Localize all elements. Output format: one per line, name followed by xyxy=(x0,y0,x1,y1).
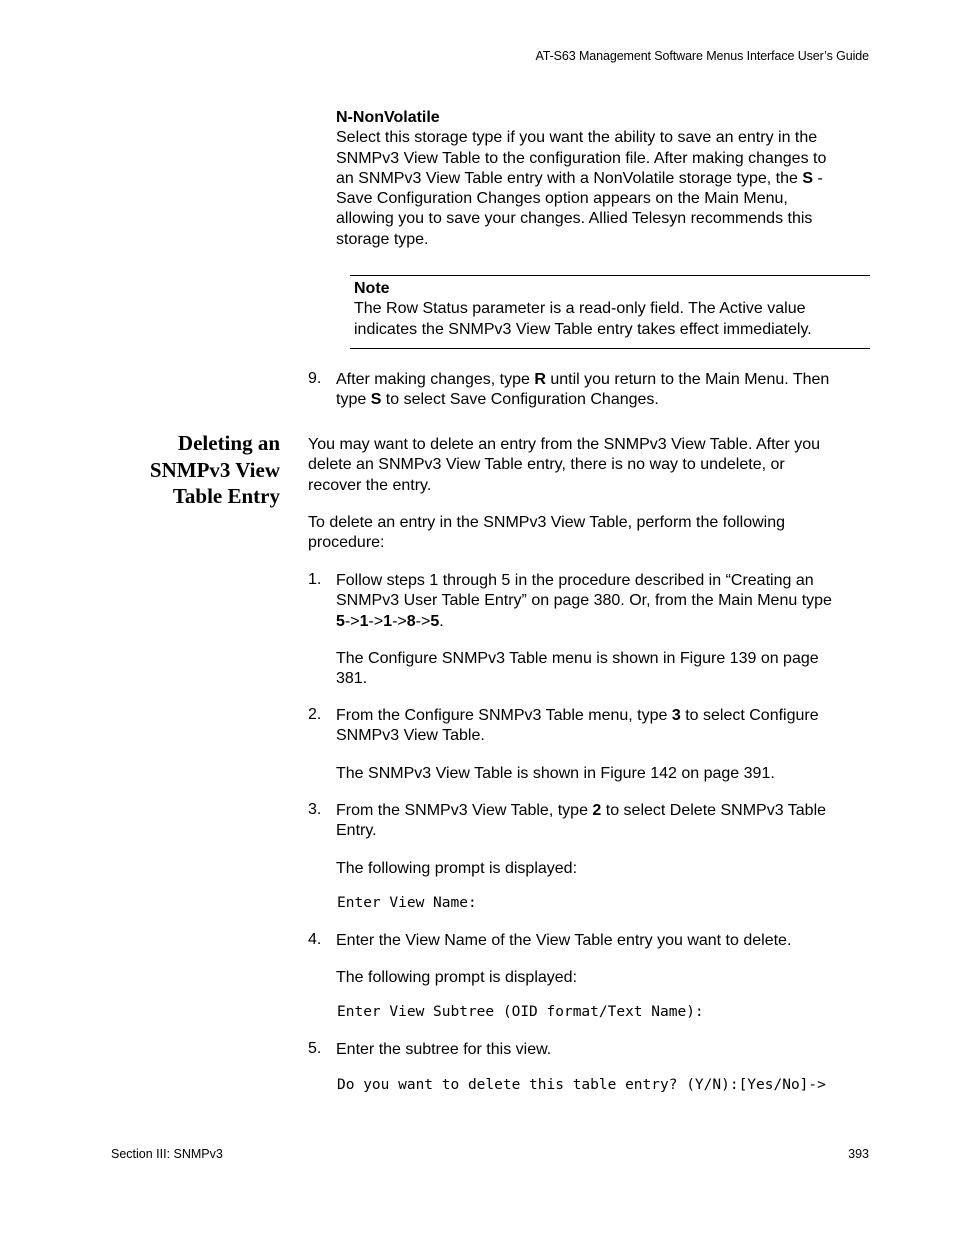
text-span: - xyxy=(813,169,823,187)
path-arrow: -> xyxy=(415,612,431,630)
text-span: to select Delete SNMPv3 Table xyxy=(601,802,827,819)
path-arrow: -> xyxy=(344,612,360,630)
text-span: From the Configure SNMPv3 Table menu, type xyxy=(336,707,672,724)
step-3-line-1 xyxy=(336,801,876,821)
page-number: 393 xyxy=(848,1147,869,1161)
procedure-intro xyxy=(308,513,878,554)
bold-key: S xyxy=(370,391,382,409)
text-span: to select Save Configuration Changes. xyxy=(381,391,659,409)
step-3-prompt-label: The following prompt is displayed: xyxy=(336,860,578,877)
step-1-result-line-2: 381. xyxy=(336,670,368,688)
step-5-text: Enter the subtree for this view. xyxy=(336,1041,552,1058)
bold-key: R xyxy=(534,371,546,388)
section-intro xyxy=(308,435,878,496)
menu-path xyxy=(336,612,876,632)
step-1-line-1: Follow steps 1 through 5 in the procedure described in “Creating an xyxy=(336,572,814,589)
step-1-text xyxy=(336,571,876,632)
text-span: an SNMPv3 View Table entry with a NonVolatile storage type, the xyxy=(336,169,803,187)
prompt-delete-confirm: Do you want to delete this table entry? (Y/N):[Yes/No]-> xyxy=(337,1077,826,1093)
step-2-result: The SNMPv3 View Table is shown in Figure 142 on page 391. xyxy=(336,765,775,782)
intro-line-1: You may want to delete an entry from the SNMPv3 View Table. After you xyxy=(308,436,820,453)
step-3-line-2: Entry. xyxy=(336,822,377,840)
path-period: . xyxy=(439,612,444,630)
text-span: type xyxy=(336,391,371,409)
step-2-number: 2. xyxy=(308,706,322,723)
step-9-line-2 xyxy=(336,390,876,410)
step-1-number: 1. xyxy=(308,571,322,588)
note-title: Note xyxy=(354,280,390,297)
section-title-line-2: SNMPv3 View xyxy=(149,457,280,482)
step-1-result xyxy=(336,649,876,690)
note-top-rule xyxy=(350,275,870,276)
step-3-number: 3. xyxy=(308,801,322,818)
step-2-text xyxy=(336,706,876,747)
step-4-number: 4. xyxy=(308,931,322,948)
nonvolatile-line-5: allowing you to save your changes. Allied Telesyn recommends this xyxy=(336,210,813,228)
path-key: 5 xyxy=(430,612,440,630)
step-4-prompt-label: The following prompt is displayed: xyxy=(336,969,578,986)
step-9-text xyxy=(336,370,876,411)
note-bottom-rule xyxy=(350,348,870,349)
path-key: 8 xyxy=(406,612,416,630)
intro-line-3: recover the entry. xyxy=(308,476,432,494)
path-arrow: -> xyxy=(392,612,407,630)
section-title-line-1: Deleting an xyxy=(177,431,280,455)
step-4-text: Enter the View Name of the View Table entry you want to delete. xyxy=(336,932,792,949)
nonvolatile-line-2: SNMPv3 View Table to the configuration file. After making changes to xyxy=(336,149,827,167)
step-5-number: 5. xyxy=(308,1040,322,1057)
text-span: After making changes, type xyxy=(336,371,535,388)
nonvolatile-line-6: storage type. xyxy=(336,230,429,248)
step-1-line-2: SNMPv3 User Table Entry” on page 380. Or, from the Main Menu type xyxy=(336,592,832,610)
procedure-line-2: procedure: xyxy=(308,534,385,552)
step-1-result-line-1: The Configure SNMPv3 Table menu is shown in Figure 139 on page xyxy=(336,650,819,667)
text-span: to select Configure xyxy=(680,707,819,724)
nonvolatile-line-1: Select this storage type if you want the ability to save an entry in the xyxy=(336,129,818,147)
nonvolatile-heading: N-NonVolatile xyxy=(336,109,440,126)
note-line-2: indicates the SNMPv3 View Table entry takes effect immediately. xyxy=(354,320,812,338)
path-arrow: -> xyxy=(368,612,384,630)
section-title xyxy=(100,430,280,510)
intro-line-2: delete an SNMPv3 View Table entry, there is no way to undelete, or xyxy=(308,456,785,474)
note-box xyxy=(354,279,869,340)
path-key: 1 xyxy=(359,612,369,630)
bold-key: S xyxy=(802,169,814,187)
bold-key: 2 xyxy=(592,802,602,819)
nonvolatile-line-3 xyxy=(336,169,876,189)
step-2-line-1 xyxy=(336,706,876,726)
text-span: until you return to the Main Menu. Then xyxy=(545,371,830,388)
running-header: AT-S63 Management Software Menus Interface User’s Guide xyxy=(535,49,869,63)
bold-key: 3 xyxy=(671,707,681,724)
step-9-number: 9. xyxy=(308,370,322,387)
section-title-line-3: Table Entry xyxy=(172,484,280,508)
text-span: From the SNMPv3 View Table, type xyxy=(336,802,593,819)
prompt-enter-view-name: Enter View Name: xyxy=(337,895,477,911)
nonvolatile-line-4: Save Configuration Changes option appears on the Main Menu, xyxy=(336,190,788,208)
path-key: 1 xyxy=(383,612,393,630)
footer-section: Section III: SNMPv3 xyxy=(111,1147,223,1161)
procedure-line-1: To delete an entry in the SNMPv3 View Table, perform the following xyxy=(308,514,785,531)
step-3-text xyxy=(336,801,876,842)
path-key: 5 xyxy=(336,612,345,630)
step-9-line-1 xyxy=(336,370,876,390)
prompt-enter-view-subtree: Enter View Subtree (OID format/Text Name): xyxy=(337,1004,704,1020)
nonvolatile-block xyxy=(336,108,876,250)
step-2-line-2: SNMPv3 View Table. xyxy=(336,727,485,745)
note-line-1: The Row Status parameter is a read-only field. The Active value xyxy=(354,300,806,318)
